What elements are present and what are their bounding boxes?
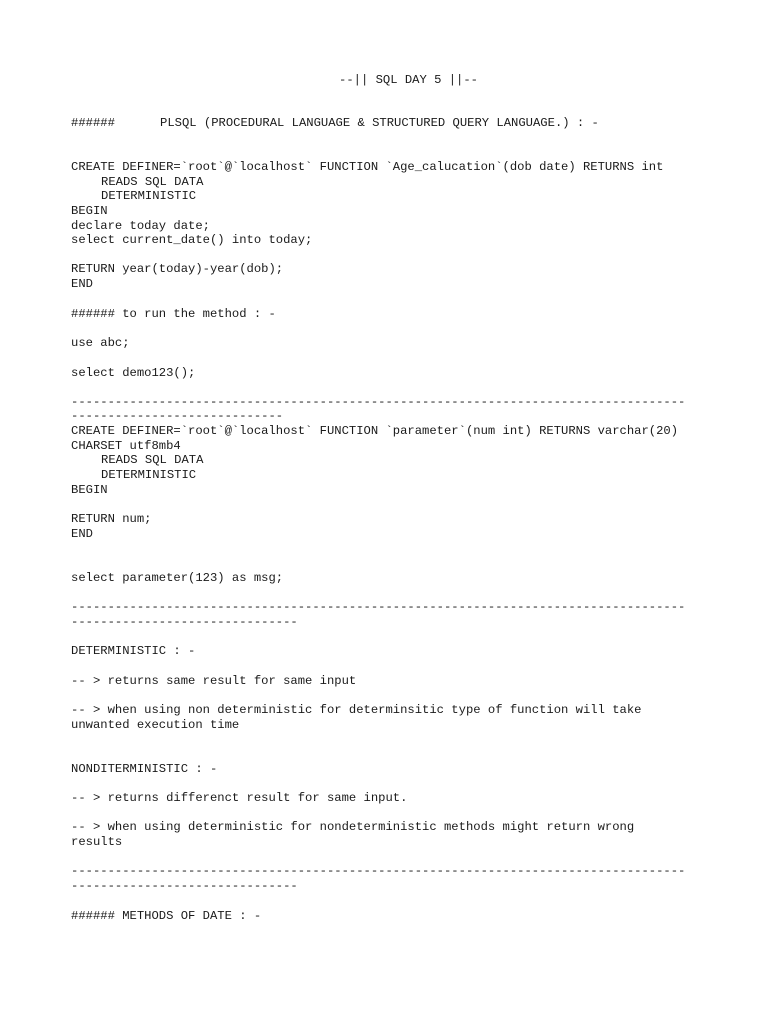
function1-reads-line: READS SQL DATA	[101, 175, 204, 189]
function1-select-into-line: select current_date() into today;	[71, 233, 313, 247]
nondeterministic-note-2: -- > when using deterministic for nondeterministic methods might return wrong	[71, 820, 635, 834]
nondeterministic-heading: NONDITERMINISTIC : -	[71, 762, 218, 776]
plsql-heading-marker: ######	[71, 116, 115, 130]
function2-end-line: END	[71, 527, 93, 541]
function1-end-line: END	[71, 277, 93, 291]
date-methods-heading: ###### METHODS OF DATE : -	[71, 909, 262, 923]
separator-line: ------------------------------------------------------------------------------------	[71, 395, 686, 409]
function2-deterministic-line: DETERMINISTIC	[101, 468, 197, 482]
deterministic-note-2: -- > when using non deterministic for determinsitic type of function will take	[71, 703, 642, 717]
separator-line-tail: -------------------------------	[71, 879, 298, 893]
nondeterministic-note-1: -- > returns differenct result for same input.	[71, 791, 408, 805]
run-method-heading: ###### to run the method : -	[71, 307, 276, 321]
function1-return-line: RETURN year(today)-year(dob);	[71, 262, 284, 276]
separator-line-tail: -----------------------------	[71, 409, 284, 423]
function1-deterministic-line: DETERMINISTIC	[101, 189, 197, 203]
function2-begin-line: BEGIN	[71, 483, 108, 497]
deterministic-note-1: -- > returns same result for same input	[71, 674, 357, 688]
separator-line: ------------------------------------------------------------------------------------	[71, 600, 686, 614]
function2-create-line: CREATE DEFINER=`root`@`localhost` FUNCTION `parameter`(num int) RETURNS varchar(20)	[71, 424, 679, 438]
function2-reads-line: READS SQL DATA	[101, 453, 204, 467]
function1-declare-line: declare today date;	[71, 219, 210, 233]
select-parameter-statement: select parameter(123) as msg;	[71, 571, 284, 585]
separator-line-tail: -------------------------------	[71, 615, 298, 629]
deterministic-note-2-continued: unwanted execution time	[71, 718, 240, 732]
select-demo-statement: select demo123();	[71, 366, 196, 380]
function1-begin-line: BEGIN	[71, 204, 108, 218]
function2-return-line: RETURN num;	[71, 512, 152, 526]
use-statement: use abc;	[71, 336, 130, 350]
function2-charset-line: CHARSET utf8mb4	[71, 439, 181, 453]
nondeterministic-note-2-continued: results	[71, 835, 123, 849]
separator-line: ------------------------------------------------------------------------------------	[71, 864, 686, 878]
page-title: --|| SQL DAY 5 ||--	[339, 73, 478, 87]
plsql-heading-text: PLSQL (PROCEDURAL LANGUAGE & STRUCTURED QUERY LANGUAGE.) : -	[160, 116, 599, 130]
deterministic-heading: DETERMINISTIC : -	[71, 644, 196, 658]
function1-create-line: CREATE DEFINER=`root`@`localhost` FUNCTION `Age_calucation`(dob date) RETURNS int	[71, 160, 664, 174]
